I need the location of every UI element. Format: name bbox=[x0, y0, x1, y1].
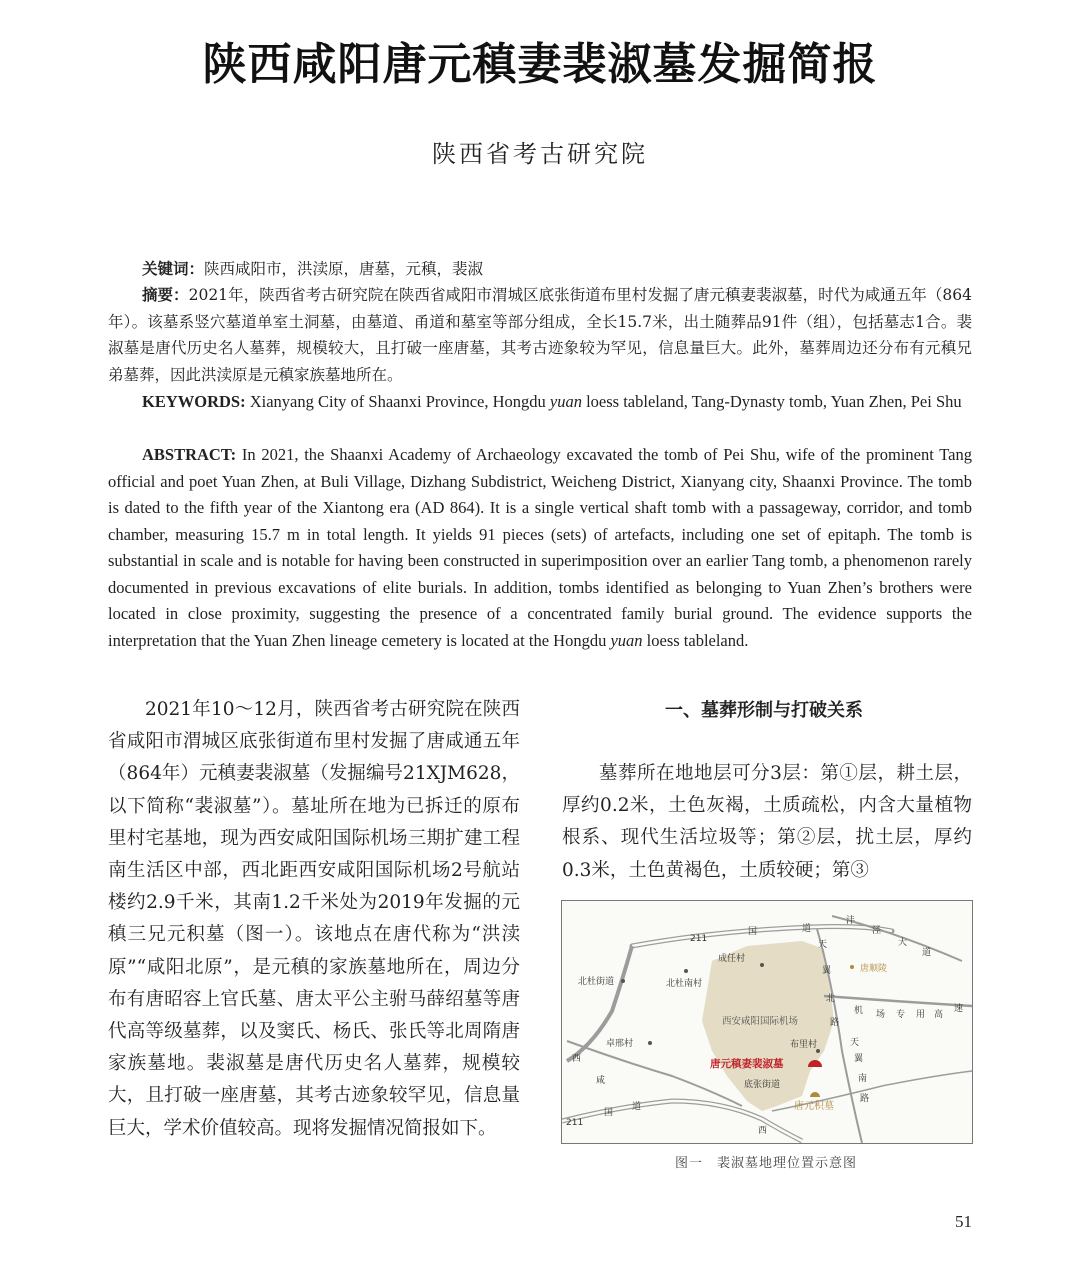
map-label-guo-bottom: 国 bbox=[604, 1108, 614, 1118]
keywords-en-label: KEYWORDS: bbox=[142, 392, 246, 411]
abstract-en-text: In 2021, the Shaanxi Academy of Archaeology excavated the tomb of Pei Shu, wife of the prominent Tang official and poet Yuan Zhen, at Buli Village, Dizhang Subdistrict, Weicheng District, Xianyang city, Shaanxi Province. The tomb is dated to the fifth year of the Xiantong era (AD 864). It is a single vertical shaft tomb with a passageway, corridor, and tomb chamber, measuring 15.7 m in total length. It yields 91 pieces (sets) of artefacts, including one set of epitaph. The tomb is substantial in scale and is notable for having been constructed in superimposition over an earlier Tang tomb, a phenomenon rarely documented in previous excavations of elite burials. In addition, tombs identified as belonging to Yuan Zhen’s brothers were located in close proximity, suggesting the presence of a concentrated family burial ground. The evidence supports the interpretation that the Yuan Zhen lineage cemetery is located at the Hongdu bbox=[108, 445, 972, 650]
map-place-tomb-main: 唐元稹妻裴淑墓 bbox=[710, 1058, 784, 1070]
road-g211-inner bbox=[632, 927, 892, 947]
map-place-zhuoshi: 卓邢村 bbox=[606, 1039, 634, 1049]
map-label-dao-top: 道 bbox=[802, 924, 812, 934]
map-place-beidu-village: 北杜南村 bbox=[666, 979, 703, 989]
map-label-g211-bottom: 211 bbox=[566, 1118, 584, 1128]
map-label-yi2: 翼 bbox=[854, 1054, 864, 1064]
map-label-xian-left: 咸 bbox=[596, 1076, 606, 1086]
map-label-tian2: 天 bbox=[850, 1038, 860, 1048]
abstract-en-text2: loess tableland. bbox=[642, 630, 749, 650]
map-label-bei: 北 bbox=[826, 994, 836, 1004]
abstract-en-italic: yuan bbox=[610, 630, 643, 650]
body-left-column bbox=[108, 694, 520, 1145]
location-map bbox=[561, 900, 973, 1144]
keywords-en-text2: loess tableland, Tang-Dynasty tomb, Yuan Zhen, Pei Shu bbox=[581, 392, 962, 411]
keywords-cn bbox=[108, 256, 972, 283]
page-number: 51 bbox=[955, 1212, 972, 1231]
keywords-en bbox=[108, 389, 972, 416]
beidu-marker bbox=[621, 979, 625, 983]
road-airport-express bbox=[824, 996, 972, 1006]
body-right-column bbox=[562, 758, 972, 887]
map-place-chengren: 成任村 bbox=[718, 954, 746, 964]
map-label-su: 速 bbox=[954, 1004, 964, 1014]
map-label-gao: 高 bbox=[934, 1010, 944, 1020]
map-label-da: 大 bbox=[898, 938, 908, 948]
map-label-chang: 场 bbox=[876, 1010, 886, 1020]
map-label-guo-top: 国 bbox=[748, 927, 758, 937]
map-label-lu1: 路 bbox=[830, 1018, 840, 1028]
map-place-buli: 布里村 bbox=[790, 1040, 818, 1050]
paper-title: 陕西咸阳唐元稹妻裴淑墓发掘简报 bbox=[202, 39, 878, 90]
map-place-dizhang: 底张街道 bbox=[744, 1080, 781, 1090]
abstract-en-label: ABSTRACT: bbox=[142, 445, 237, 464]
map-label-feng: 沣 bbox=[846, 916, 856, 926]
body-left-paragraph: 2021年10～12月，陕西省考古研究院在陕西省咸阳市渭城区底张街道布里村发掘了唐咸通五年（864年）元稹妻裴淑墓（发掘编号21XJM628，以下简称“裴淑墓”）。墓址所在地为已拆迁的原布里村宅基地，现为西安咸阳国际机场三期扩建工程南生活区中部，西北距西安咸阳国际机场2号航站楼约2.9千米，其南1.2千米处为2019年发掘的元稹三兄元积墓（图一）。该地点在唐代称为“洪渎原”“咸阳北原”，是元稹的家族墓地所在，周边分布有唐昭容上官氏墓、唐太平公主驸马薛绍墓等唐代高等级墓葬，以及窦氏、杨氏、张氏等北周隋唐家族墓地。裴淑墓是唐代历史名人墓葬，规模较大，且打破一座唐墓，其考古迹象较罕见，信息量巨大，学术价值较高。现将发掘情况简报如下。 bbox=[108, 699, 520, 1139]
shunling-marker bbox=[850, 965, 854, 969]
map-label-zhuan: 专 bbox=[896, 1010, 906, 1020]
map-label-xi-bottom: 西 bbox=[758, 1126, 768, 1136]
map-label-xi-left: 西 bbox=[572, 1054, 582, 1064]
section-heading: 一、墓葬形制与打破关系 bbox=[665, 700, 863, 721]
abstract-cn bbox=[108, 282, 972, 388]
keywords-en-italic: yuan bbox=[549, 392, 582, 411]
map-label-lu2: 路 bbox=[860, 1094, 870, 1104]
map-label-dao-bottom: 道 bbox=[632, 1102, 642, 1112]
abstract-cn-label: 摘要： bbox=[142, 286, 189, 304]
map-label-yi1: 翼 bbox=[822, 966, 832, 976]
buli-marker bbox=[816, 1049, 820, 1053]
map-label-dao-fj: 道 bbox=[922, 948, 932, 958]
map-label-yong: 用 bbox=[916, 1010, 926, 1020]
zhuoshi-marker bbox=[648, 1041, 652, 1045]
map-label-g211-top: 211 bbox=[690, 934, 708, 944]
map-label-jing: 泾 bbox=[872, 926, 882, 936]
map-place-tomb-yuanji: 唐元积墓 bbox=[794, 1101, 834, 1112]
map-place-shunling: 唐顺陵 bbox=[860, 964, 888, 974]
abstract-en bbox=[108, 442, 972, 654]
figure-caption: 图一 裴淑墓地理位置示意图 bbox=[674, 1156, 857, 1171]
body-right-paragraph: 墓葬所在地地层可分3层：第①层，耕土层，厚约0.2米，土色灰褐，土质疏松，内含大量植物根系、现代生活垃圾等；第②层，扰土层，厚约0.3米，土色黄褐色，土质较硬；第③ bbox=[562, 763, 972, 881]
keywords-cn-text: 陕西咸阳市，洪渎原，唐墓，元稹，裴淑 bbox=[204, 260, 484, 278]
map-place-airport: 西安咸阳国际机场 bbox=[722, 1016, 799, 1027]
location-map-svg bbox=[562, 901, 972, 1143]
chengren-marker bbox=[760, 963, 764, 967]
map-place-beidu: 北杜街道 bbox=[578, 977, 615, 987]
author-institution: 陕西省考古研究院 bbox=[432, 140, 648, 168]
map-label-ji: 机 bbox=[854, 1006, 864, 1016]
map-label-nan: 南 bbox=[858, 1074, 868, 1084]
keywords-cn-label: 关键词： bbox=[142, 260, 205, 278]
keywords-en-text: Xianyang City of Shaanxi Province, Hongdu bbox=[245, 392, 550, 411]
abstract-cn-text: 2021年，陕西省考古研究院在陕西省咸阳市渭城区底张街道布里村发掘了唐元稹妻裴淑墓，时代为咸通五年（864年）。该墓系竖穴墓道单室土洞墓，由墓道、甬道和墓室等部分组成，全长15.7米，出土随葬品91件（组），包括墓志1合。裴淑墓是唐代历史名人墓葬，规模较大，且打破一座唐墓，其考古迹象较为罕见，信息量巨大。此外，墓葬周边还分布有元稹兄弟墓葬，因此洪渎原是元稹家族墓地所在。 bbox=[108, 286, 972, 384]
beidu-village-marker bbox=[684, 969, 688, 973]
tomb-yuanji-marker bbox=[810, 1092, 820, 1097]
map-label-tian1: 天 bbox=[818, 940, 828, 950]
